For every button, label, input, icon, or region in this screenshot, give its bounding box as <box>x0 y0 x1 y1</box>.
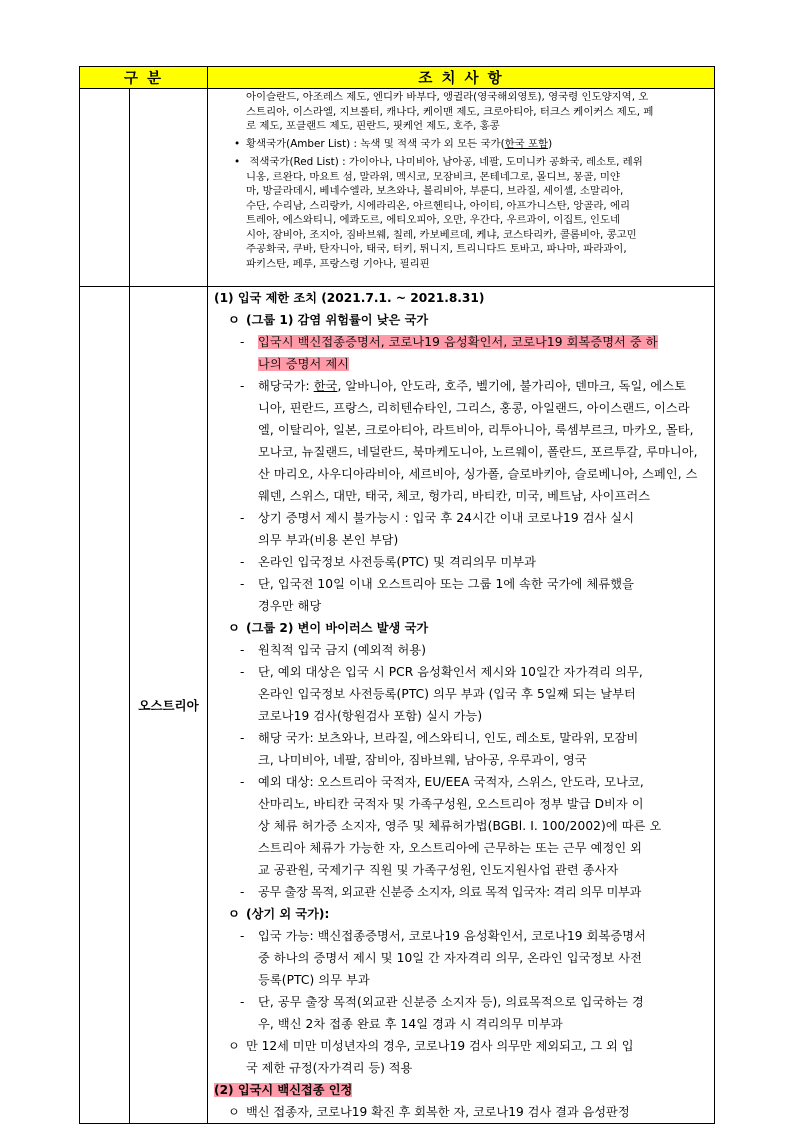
group-1-test-requirement: - 상기 증명서 제시 불가능시 : 입국 후 24시간 이내 코로나19 검사 실시 의무 부과(비용 본인 부담) <box>212 507 710 551</box>
group-2-ban: - 원칙적 입국 금지 (예외적 허용) <box>212 639 710 661</box>
group-1-title: ㅇ (그룹 1) 감염 위험률이 낮은 국가 <box>212 309 710 331</box>
green-list-continued-1: 아이슬란드, 아조레스 제도, 엔디카 바부다, 앵귈라(영국해외영토), 영국령 인도양지역, 오 <box>246 91 649 103</box>
group-1-requirement: - 입국시 백신접종증명서, 코로나19 음성확인서, 코로나19 회복증명서 중 하 나의 증명서 제시 <box>212 331 710 375</box>
uk-lists-cell <box>208 89 715 287</box>
country-name: 오스트리아 <box>130 287 208 1124</box>
header-measures: 조 치 사 항 <box>208 67 715 89</box>
group-2-title: ㅇ (그룹 2) 변이 바이러스 발생 국가 <box>212 617 710 639</box>
group-3-entry: - 입국 가능: 백신접종증명서, 코로나19 음성확인서, 코로나19 회복증명서 중 하나의 증명서 제시 및 10일 간 자자격리 의무, 온라인 입국정보 사전 등록(PTC) 의무 부과 <box>212 925 710 991</box>
empty-left-cell-2 <box>80 287 130 1124</box>
amber-list-item: • 황색국가(Amber List) : 녹색 및 적색 국가 외 모든 국가(한국 포함) <box>216 137 708 152</box>
measures-table <box>79 66 715 1124</box>
group-3-exemption: - 단, 공무 출장 목적(외교관 신분증 소지자 등), 의료목적으로 입국하는 경 우, 백신 2차 접종 완료 후 14일 경과 시 격리의무 미부과 <box>212 991 710 1035</box>
green-list-continued-2: 스트리아, 이스라엘, 지브롤터, 캐나다, 케이맨 제도, 크로아티아, 터크스 케이커스 제도, 페 <box>246 105 654 118</box>
group-2-official-travel: - 공무 출장 목적, 외교관 신분증 소지자, 의료 목적 입국자: 격리 의무 미부과 <box>212 881 710 903</box>
group-3-title: ㅇ (상기 외 국가): <box>212 903 710 925</box>
group-2-exception-rules: - 단, 예외 대상은 입국 시 PCR 음성확인서 제시와 10일간 자가격리 의무, 온라인 입국정보 사전등록(PTC) 의무 부과 (입국 후 5일째 되는 날부터 코로나19 검사(항원검사 포함) 실시 가능) <box>212 661 710 727</box>
header-row <box>80 67 715 89</box>
red-list-item: • 적색국가(Red List) : 가이아나, 나미비아, 남아공, 네팔, 도미니카 공화국, 레소토, 레위 니옹, 르완다, 마요트 섬, 말라위, 멕시코, 모잠비크, 몬테네그로, 몰디브, 몽골, 미얀 마, 방글라데시, 베네수엘라, 보츠와나, 볼리비아, 부룬디, 브라질, 세이셸, 소말리아, 수단, 수리남, 스리랑카, 시에라리온, 아르헨티나, 아이티, 아프가니스탄, 앙골라, 에리 트레아, 에스와티니, 에콰도르, 에티오피아, 오만, 우간다, 우르과이, 이집트, 인도네 시아, 잠비아, 조지아, 짐바브웨, 칠레, 카보베르데, 케냐, 코스타리카, 콜롬비아, 콩고민 주공화국, 쿠바, 탄자니아, 태국, 터키, 튀니지, 트리니다드 토바고, 파나마, 파라과이, 파키스탄, 페루, 프랑스령 기아나, 필리핀 <box>216 155 708 271</box>
austria-measures-cell <box>208 287 715 1124</box>
section-1-title: (1) 입국 제한 조치 (2021.7.1. ~ 2021.8.31) <box>214 291 485 305</box>
group-1-condition: - 단, 입국전 10일 이내 오스트리아 또는 그룹 1에 속한 국가에 체류했을 경우만 해당 <box>212 573 710 617</box>
korea-included: 한국 포함 <box>504 137 549 150</box>
section-2-title: (2) 입국시 백신접종 인정 <box>214 1083 353 1097</box>
empty-country-cell <box>130 89 208 287</box>
group-1-countries: - 해당국가: 한국, 알바니아, 안도라, 호주, 벨기에, 불가리아, 덴마크, 독일, 에스토 니아, 핀란드, 프랑스, 리히텐슈타인, 그리스, 홍콩, 아일랜드, 아이스랜드, 이스라 엘, 이탈리아, 일본, 크로아티아, 라트비아, 리투아니아, 룩셈부르크, 마카오, 몰타, 모나코, 뉴질랜드, 네덜란드, 북마케도니아, 노르웨이, 폴란드, 포르투갈, 루마니아, 산 마리오, 사우디아라비아, 세르비아, 싱가폴, 슬로바키아, 슬로베니아, 스페인, 스 웨덴, 스위스, 대만, 태국, 체코, 헝가리, 바티칸, 미국, 베트남, 사이프러스 <box>212 375 710 507</box>
empty-left-cell <box>80 89 130 287</box>
minors-rule: ㅇ 만 12세 미만 미성년자의 경우, 코로나19 검사 의무만 제외되고, 그 외 입 국 제한 규정(자가격리 등) 적용 <box>212 1035 710 1079</box>
group-2-exceptions: - 예외 대상: 오스트리아 국적자, EU/EEA 국적자, 스위스, 안도라, 모나코, 산마리노, 바티칸 국적자 및 가족구성원, 오스트리아 정부 발급 D비자 이 상 체류 허가증 소지자, 영주 및 체류허가법(BGBl. I. 100/2002)에 따른 오 스트리아 체류가 가능한 자, 오스트리아에 근무하는 또는 근무 예정인 외 교 공관원, 국제기구 직원 및 가족구성원, 인도지원사업 관련 종사자 <box>212 771 710 881</box>
green-list-continued-3: 로 제도, 포클랜드 제도, 핀란드, 핏케언 제도, 호주, 홍콩 <box>246 120 500 132</box>
group-2-countries: - 해당 국가: 보츠와나, 브라질, 에스와티니, 인도, 레소토, 말라위, 모잠비 크, 나미비아, 네팔, 잠비아, 짐바브웨, 남아공, 우루과이, 영국 <box>212 727 710 771</box>
row-uk-lists <box>80 89 715 287</box>
vaccine-recognition-line: ㅇ 백신 접종자, 코로나19 확진 후 회복한 자, 코로나19 검사 결과 음성판정 <box>212 1101 710 1123</box>
header-category: 구 분 <box>80 67 208 89</box>
row-austria <box>80 287 715 1124</box>
group-1-ptc: - 온라인 입국정보 사전등록(PTC) 및 격리의무 미부과 <box>212 551 710 573</box>
